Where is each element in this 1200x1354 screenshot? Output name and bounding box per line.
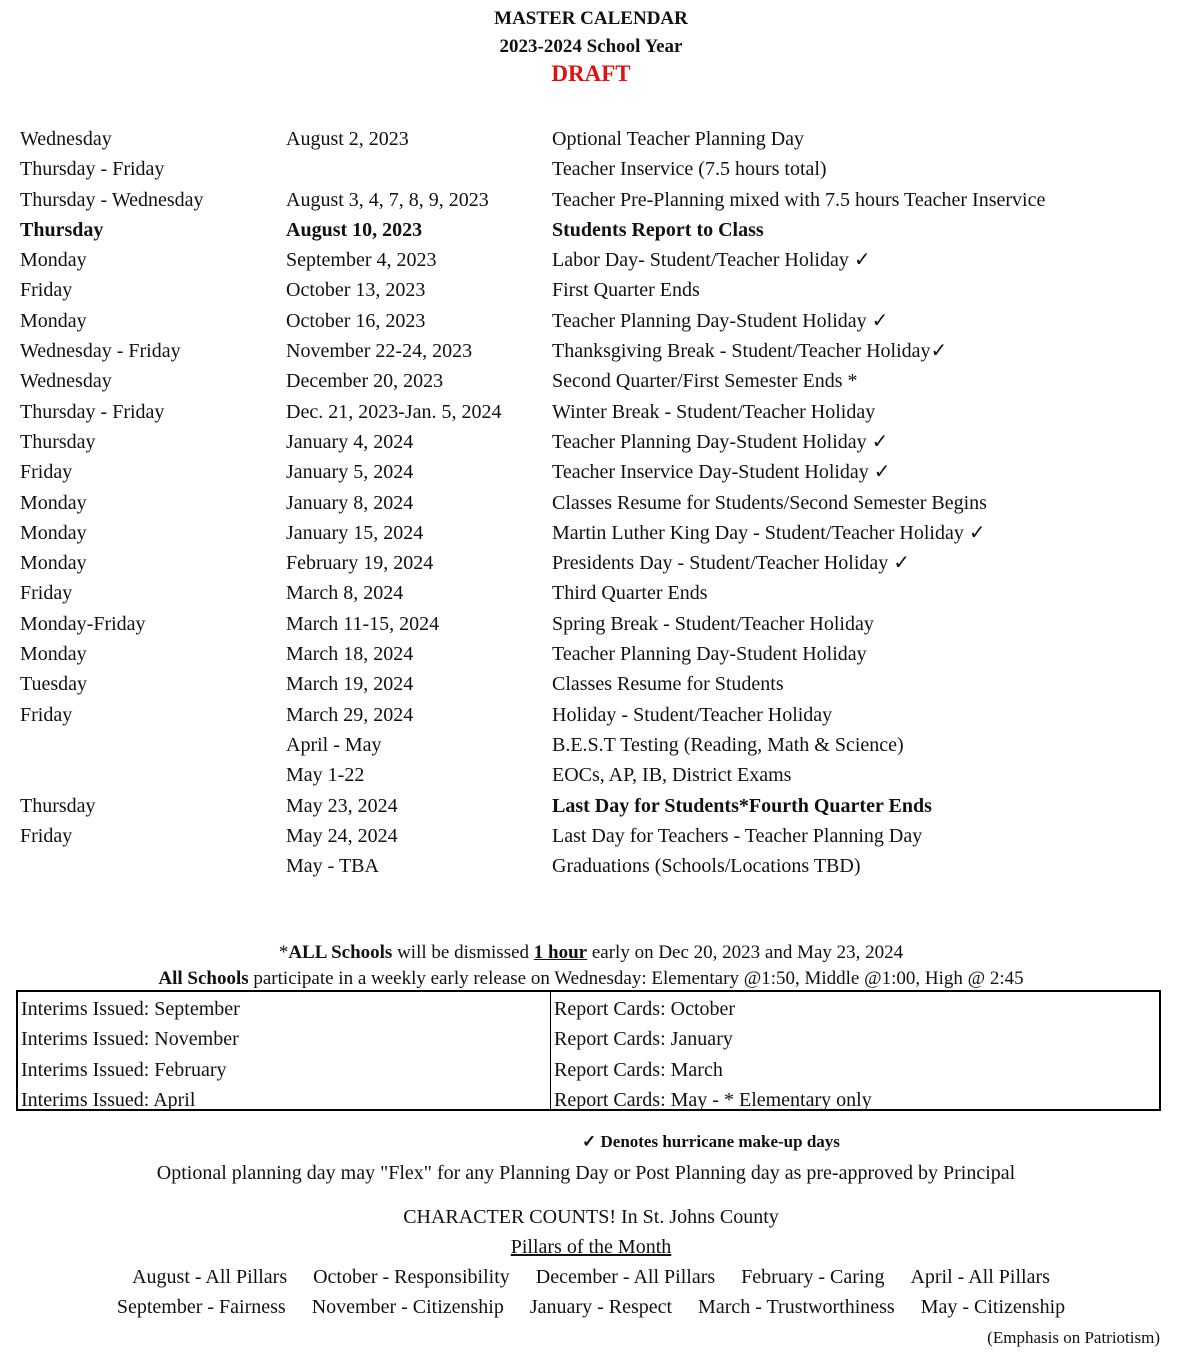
event-row	[20, 851, 1180, 881]
event-date: Dec. 21, 2023-Jan. 5, 2024	[286, 400, 502, 423]
event-date: February 19, 2024	[286, 552, 434, 575]
event-description: Spring Break - Student/Teacher Holiday	[552, 612, 874, 635]
event-row	[20, 366, 1180, 396]
event-description: Classes Resume for Students	[552, 673, 784, 696]
pillar-item: August - All Pillars	[132, 1266, 288, 1288]
event-day: Friday	[20, 824, 73, 847]
event-date: March 29, 2024	[286, 703, 414, 726]
event-date: August 10, 2023	[286, 218, 423, 241]
event-date: December 20, 2023	[286, 370, 444, 393]
event-day: Thursday - Wednesday	[20, 188, 204, 211]
interims-column	[21, 994, 240, 1115]
character-counts-title: CHARACTER COUNTS! In St. Johns County	[403, 1206, 779, 1228]
event-day: Friday	[20, 461, 73, 484]
event-description: EOCs, AP, IB, District Exams	[552, 764, 792, 787]
event-row	[20, 548, 1180, 578]
pillar-item: February - Caring	[741, 1266, 885, 1288]
event-row	[20, 518, 1180, 548]
table-divider	[550, 992, 551, 1109]
event-description: B.E.S.T Testing (Reading, Math & Science)	[552, 733, 904, 756]
interim-row: Interims Issued: September	[21, 998, 240, 1020]
event-row	[20, 427, 1180, 457]
event-day: Thursday	[20, 430, 96, 453]
report-card-row: Report Cards: May - * Elementary only	[554, 1088, 872, 1111]
event-description: Optional Teacher Planning Day	[552, 128, 805, 150]
event-row	[20, 185, 1180, 215]
event-day: Wednesday	[20, 128, 112, 150]
event-row	[20, 609, 1180, 639]
event-description: Graduations (Schools/Locations TBD)	[552, 855, 861, 878]
event-row	[20, 821, 1180, 851]
event-description: Martin Luther King Day - Student/Teacher Holiday ✓	[552, 521, 986, 544]
event-date: May - TBA	[286, 855, 379, 878]
event-description: Labor Day- Student/Teacher Holiday ✓	[552, 249, 871, 272]
optional-planning-note: Optional planning day may "Flex" for any Planning Day or Post Planning day as pre-approved by Principal	[156, 1162, 1016, 1184]
report-cards-column	[554, 994, 872, 1115]
event-description: Second Quarter/First Semester Ends *	[552, 370, 858, 393]
event-row	[20, 275, 1180, 305]
event-date: March 19, 2024	[286, 673, 414, 696]
event-description: First Quarter Ends	[552, 279, 700, 302]
event-row	[20, 215, 1180, 245]
pillar-item: November - Citizenship	[311, 1296, 504, 1318]
event-date: November 22-24, 2023	[286, 340, 473, 363]
event-date: April - May	[286, 733, 382, 756]
event-day: Thursday	[20, 218, 104, 241]
event-date: September 4, 2023	[286, 249, 437, 272]
event-date: October 16, 2023	[286, 309, 426, 332]
event-description: Third Quarter Ends	[552, 582, 708, 605]
pillar-item: April - All Pillars	[910, 1266, 1050, 1288]
event-row	[20, 791, 1180, 821]
event-description: Teacher Pre-Planning mixed with 7.5 hours Teacher Inservice	[552, 188, 1046, 211]
event-description: Teacher Inservice Day-Student Holiday ✓	[552, 461, 891, 484]
event-row	[20, 669, 1180, 699]
report-card-row: Report Cards: March	[554, 1058, 723, 1081]
emphasis-note: (Emphasis on Patriotism)	[987, 1328, 1160, 1347]
event-date: August 3, 4, 7, 8, 9, 2023	[286, 188, 489, 211]
event-date: January 5, 2024	[286, 461, 414, 484]
event-day: Friday	[20, 582, 73, 605]
report-card-row: Report Cards: January	[554, 1028, 733, 1051]
interim-row: Interims Issued: February	[21, 1058, 227, 1081]
event-date: August 2, 2023	[286, 128, 409, 150]
event-row	[20, 639, 1180, 669]
event-row	[20, 488, 1180, 518]
events-list	[20, 124, 1180, 881]
event-date: March 8, 2024	[286, 582, 404, 605]
pillar-item: March - Trustworthiness	[698, 1296, 895, 1318]
dismissal-note-line1: *ALL Schools will be dismissed 1 hour early on Dec 20, 2023 and May 23, 2024	[278, 942, 904, 963]
report-schedule-table	[16, 990, 1161, 1111]
event-row	[20, 578, 1180, 608]
event-day: Monday	[20, 643, 87, 666]
pillar-item: December - All Pillars	[535, 1266, 716, 1288]
event-date: October 13, 2023	[286, 279, 426, 302]
event-day: Monday	[20, 491, 87, 514]
event-day: Friday	[20, 279, 73, 302]
event-day: Monday	[20, 521, 87, 544]
pillars-row-1	[0, 1263, 1182, 1291]
event-description: Last Day for Students*Fourth Quarter Ends	[552, 794, 932, 817]
event-description: Presidents Day - Student/Teacher Holiday ✓	[552, 552, 911, 575]
event-day: Thursday	[20, 794, 96, 817]
calendar-header	[0, 6, 1182, 86]
event-row	[20, 397, 1180, 427]
event-description: Classes Resume for Students/Second Semester Begins	[552, 491, 987, 514]
pillar-item: January - Respect	[529, 1296, 673, 1318]
pillars-row-2	[0, 1293, 1182, 1321]
event-date: May 23, 2024	[286, 794, 398, 817]
event-day: Friday	[20, 703, 73, 726]
event-description: Teacher Inservice (7.5 hours total)	[552, 158, 827, 181]
event-description: Teacher Planning Day-Student Holiday ✓	[552, 309, 889, 332]
event-description: Winter Break - Student/Teacher Holiday	[552, 400, 876, 423]
pillar-item: October - Responsibility	[313, 1266, 510, 1288]
event-day: Thursday - Friday	[20, 158, 165, 181]
event-date: May 1-22	[286, 764, 365, 787]
event-day: Monday	[20, 552, 87, 575]
event-day: Monday	[20, 309, 87, 332]
event-row	[20, 700, 1180, 730]
event-row	[20, 730, 1180, 760]
interim-row: Interims Issued: November	[21, 1028, 239, 1051]
event-day: Wednesday	[20, 370, 112, 393]
event-description: Teacher Planning Day-Student Holiday	[552, 643, 867, 666]
event-row	[20, 336, 1180, 366]
event-day: Thursday - Friday	[20, 400, 165, 423]
event-day: Monday	[20, 249, 87, 272]
report-card-row: Report Cards: October	[554, 998, 736, 1020]
dismissal-notes	[0, 940, 1182, 992]
event-day: Tuesday	[20, 673, 88, 696]
pillars-title: Pillars of the Month	[510, 1236, 672, 1258]
pillar-item: May - Citizenship	[920, 1296, 1066, 1318]
draft-label: DRAFT	[551, 61, 631, 86]
event-description: Holiday - Student/Teacher Holiday	[552, 703, 833, 726]
school-year: 2023-2024 School Year	[499, 36, 683, 57]
event-date: January 8, 2024	[286, 491, 414, 514]
event-description: Students Report to Class	[552, 218, 764, 241]
event-row	[20, 245, 1180, 275]
event-row	[20, 306, 1180, 336]
interim-row: Interims Issued: April	[21, 1088, 196, 1111]
event-row	[20, 760, 1180, 790]
event-description: Teacher Planning Day-Student Holiday ✓	[552, 430, 889, 453]
event-date: January 4, 2024	[286, 430, 414, 453]
dismissal-note-line2: All Schools participate in a weekly early release on Wednesday: Elementary @1:50, Middle @1:00, High @ 2:45	[158, 968, 1024, 989]
pillar-item: September - Fairness	[116, 1296, 286, 1318]
event-description: Thanksgiving Break - Student/Teacher Holiday✓	[552, 340, 948, 363]
event-row	[20, 124, 1180, 154]
event-date: January 15, 2024	[286, 521, 424, 544]
event-day: Wednesday - Friday	[20, 340, 181, 363]
hurricane-legend: ✓ Denotes hurricane make-up days	[582, 1132, 840, 1151]
event-day: Monday-Friday	[20, 612, 146, 635]
event-row	[20, 457, 1180, 487]
event-date: March 11-15, 2024	[286, 612, 440, 635]
event-date: May 24, 2024	[286, 824, 398, 847]
event-description: Last Day for Teachers - Teacher Planning Day	[552, 824, 923, 847]
event-date: March 18, 2024	[286, 643, 414, 666]
calendar-title: MASTER CALENDAR	[494, 8, 688, 29]
event-row	[20, 154, 1180, 184]
